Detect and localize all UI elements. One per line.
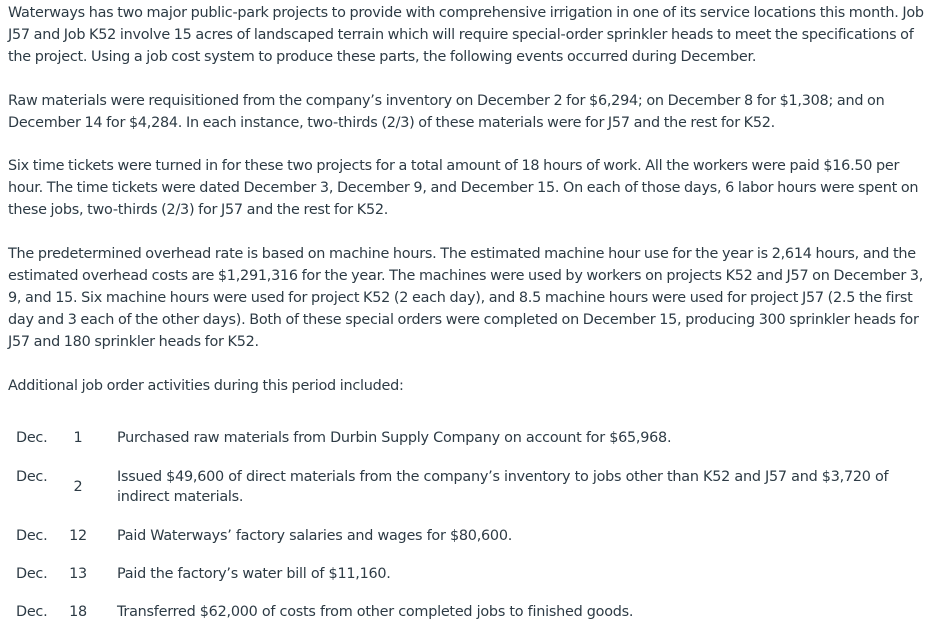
activity-day: 1 xyxy=(73,430,83,446)
activity-day: 2 xyxy=(73,479,83,495)
activity-month: Dec. xyxy=(16,528,48,544)
activity-description: Issued $49,600 of direct materials from the company’s inventory to jobs other than K52 and J57 and $3,720 of indirect materials. xyxy=(117,469,889,505)
activity-description: Purchased raw materials from Durbin Supply Company on account for $65,968. xyxy=(117,430,672,446)
activity-month: Dec. xyxy=(16,566,48,582)
activity-day: 18 xyxy=(69,604,87,620)
activity-day: 12 xyxy=(69,528,87,544)
labor-paragraph: Six time tickets were turned in for these two projects for a total amount of 18 hours of work. All the workers were paid $16.50 per hour. The time tickets were dated December 3, December 9, and December 15. On each of those days, 6 labor hours were spent on these jobs, two-thirds (2/3) for J57 and the rest for K52. xyxy=(8,158,919,218)
activity-description: Paid the factory’s water bill of $11,160. xyxy=(117,566,391,582)
activity-description: Paid Waterways’ factory salaries and wages for $80,600. xyxy=(117,528,513,544)
activity-month: Dec. xyxy=(16,469,48,485)
activity-month: Dec. xyxy=(16,430,48,446)
materials-paragraph: Raw materials were requisitioned from the company’s inventory on December 2 for $6,294; on December 8 for $1,308; and on December 14 for $4,284. In each instance, two-thirds (2/3) of these materials were for J57 and the rest for K52. xyxy=(8,93,885,131)
activity-month: Dec. xyxy=(16,604,48,620)
additional-activities-heading: Additional job order activities during this period included: xyxy=(8,378,404,394)
overhead-paragraph: The predetermined overhead rate is based on machine hours. The estimated machine hour use for the year is 2,614 hours, and the estimated overhead costs are $1,291,316 for the year. The machines were used by workers on projects K52 and J57 on December 3, 9, and 15. Six machine hours were used for project K52 (2 each day), and 8.5 machine hours were used for project J57 (2.5 the first day and 3 each of the other days). Both of these special orders were completed on December 15, producing 300 sprinkler heads for J57 and 180 sprinkler heads for K52. xyxy=(8,246,924,350)
activity-day: 13 xyxy=(69,566,87,582)
activity-description: Transferred $62,000 of costs from other completed jobs to finished goods. xyxy=(117,604,634,620)
intro-paragraph: Waterways has two major public-park projects to provide with comprehensive irrigation in one of its service locations this month. Job J57 and Job K52 involve 15 acres of landscaped terrain which will require special-order sprinkler heads to meet the specifications of the project. Using a job cost system to produce these parts, the following events occurred during December. xyxy=(8,5,924,65)
